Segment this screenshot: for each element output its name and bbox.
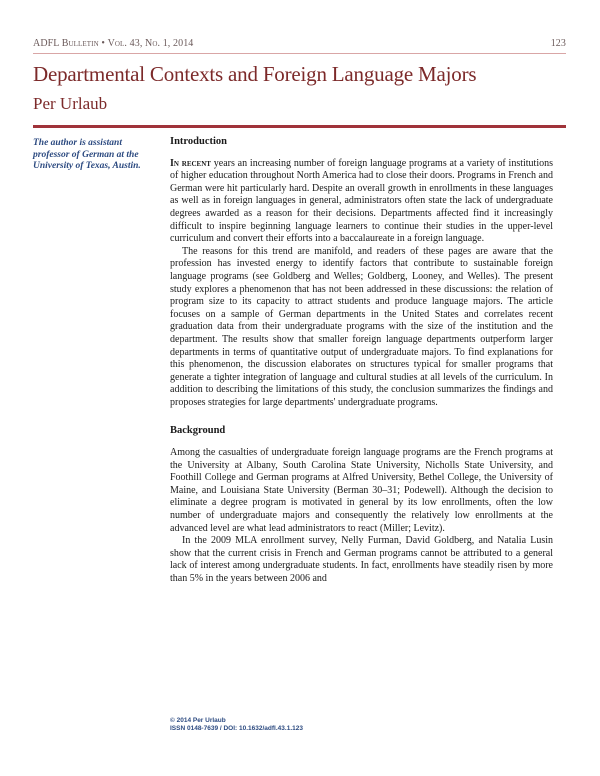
paragraph: In recent years an increasing number of foreign language programs at a variety of institutions of higher education throughout North America had to close their doors. Programs in French and German were hit particularly hard. Despite an overall growth in enrollments in these languages as well as in foreign languages in general, administrators often state the lack of undergraduate degrees awarded as a reason for their decisions. Departments affected find it increasingly difficult to inspire beginning language learners to continue their studies in the upper-level curriculum and convert their efforts into a baccalaureate in a foreign language. [170, 157, 553, 245]
page-footer [170, 717, 390, 733]
drop-lead: In recent [170, 157, 211, 169]
paragraph: The reasons for this trend are manifold, and readers of these pages are aware that the profession has invested energy to identify factors that contribute to sustainable foreign language programs (see Goldberg and Welles; Goldberg, Looney, and Welles). The present study explores a phenomenon that has not been addressed in these discussions: the relation of program size to its capacity to attract students and produce language majors. The article focuses on a sample of German departments in the United States and correlates recent graduation data from their undergraduate programs with the size of the institution and the department. The results show that smaller foreign language departments outperform larger departments in terms of quantitative output of undergraduate majors. To find explanations for this phenomenon, the discussion elaborates on structures typical for smaller programs that generate a tighter integration of language and cultural studies at all levels of the curriculum. In addition to describing the limitations of this study, the conclusion summarizes the findings and proposes strategies for large departments' undergraduate programs. [170, 245, 553, 408]
article-author: Per Urlaub [33, 94, 108, 113]
paragraph: In the 2009 MLA enrollment survey, Nelly Furman, David Goldberg, and Natalia Lusin show that the current crisis in French and German programs cannot be attributed to a general lack of interest among undergraduate students. In fact, enrollments have steadily risen by more than 5% in the years between 2006 and [170, 535, 553, 584]
journal-name: ADFL Bulletin [33, 38, 99, 49]
section-heading-introduction: Introduction [170, 136, 227, 147]
copyright-line: © 2014 Per Urlaub [170, 717, 226, 724]
page-number: 123 [550, 38, 566, 49]
volume-issue: Vol. 43, No. 1, 2014 [107, 38, 194, 49]
header-divider [33, 53, 566, 54]
paragraph: Among the casualties of undergraduate foreign language programs are the French programs at the University at Albany, South Carolina State University, Nicholls State University, and Foothill College and German programs at Alfred University, Bethel College, the University of Maine, and Louisiana State University (Berman 30–31; Podewell). Although the decision to eliminate a degree program is motivated in general by its low enrollments, often the low number of undergraduate majors and consequently the relatively low enrollments at the advanced level are what lead administrators to react (Miller; Levitz). [170, 447, 553, 534]
title-divider [33, 125, 566, 128]
header-separator: • [98, 38, 108, 49]
author-note: The author is assistant professor of German at the University of Texas, Austin. [33, 138, 141, 171]
doi-link[interactable]: ISSN 0148-7639 / DOI: 10.1632/adfl.43.1.123 [170, 725, 303, 732]
running-head [33, 38, 566, 52]
article-body [170, 136, 553, 586]
section-heading-background: Background [170, 425, 226, 437]
article-title: Departmental Contexts and Foreign Language Majors [33, 62, 477, 86]
